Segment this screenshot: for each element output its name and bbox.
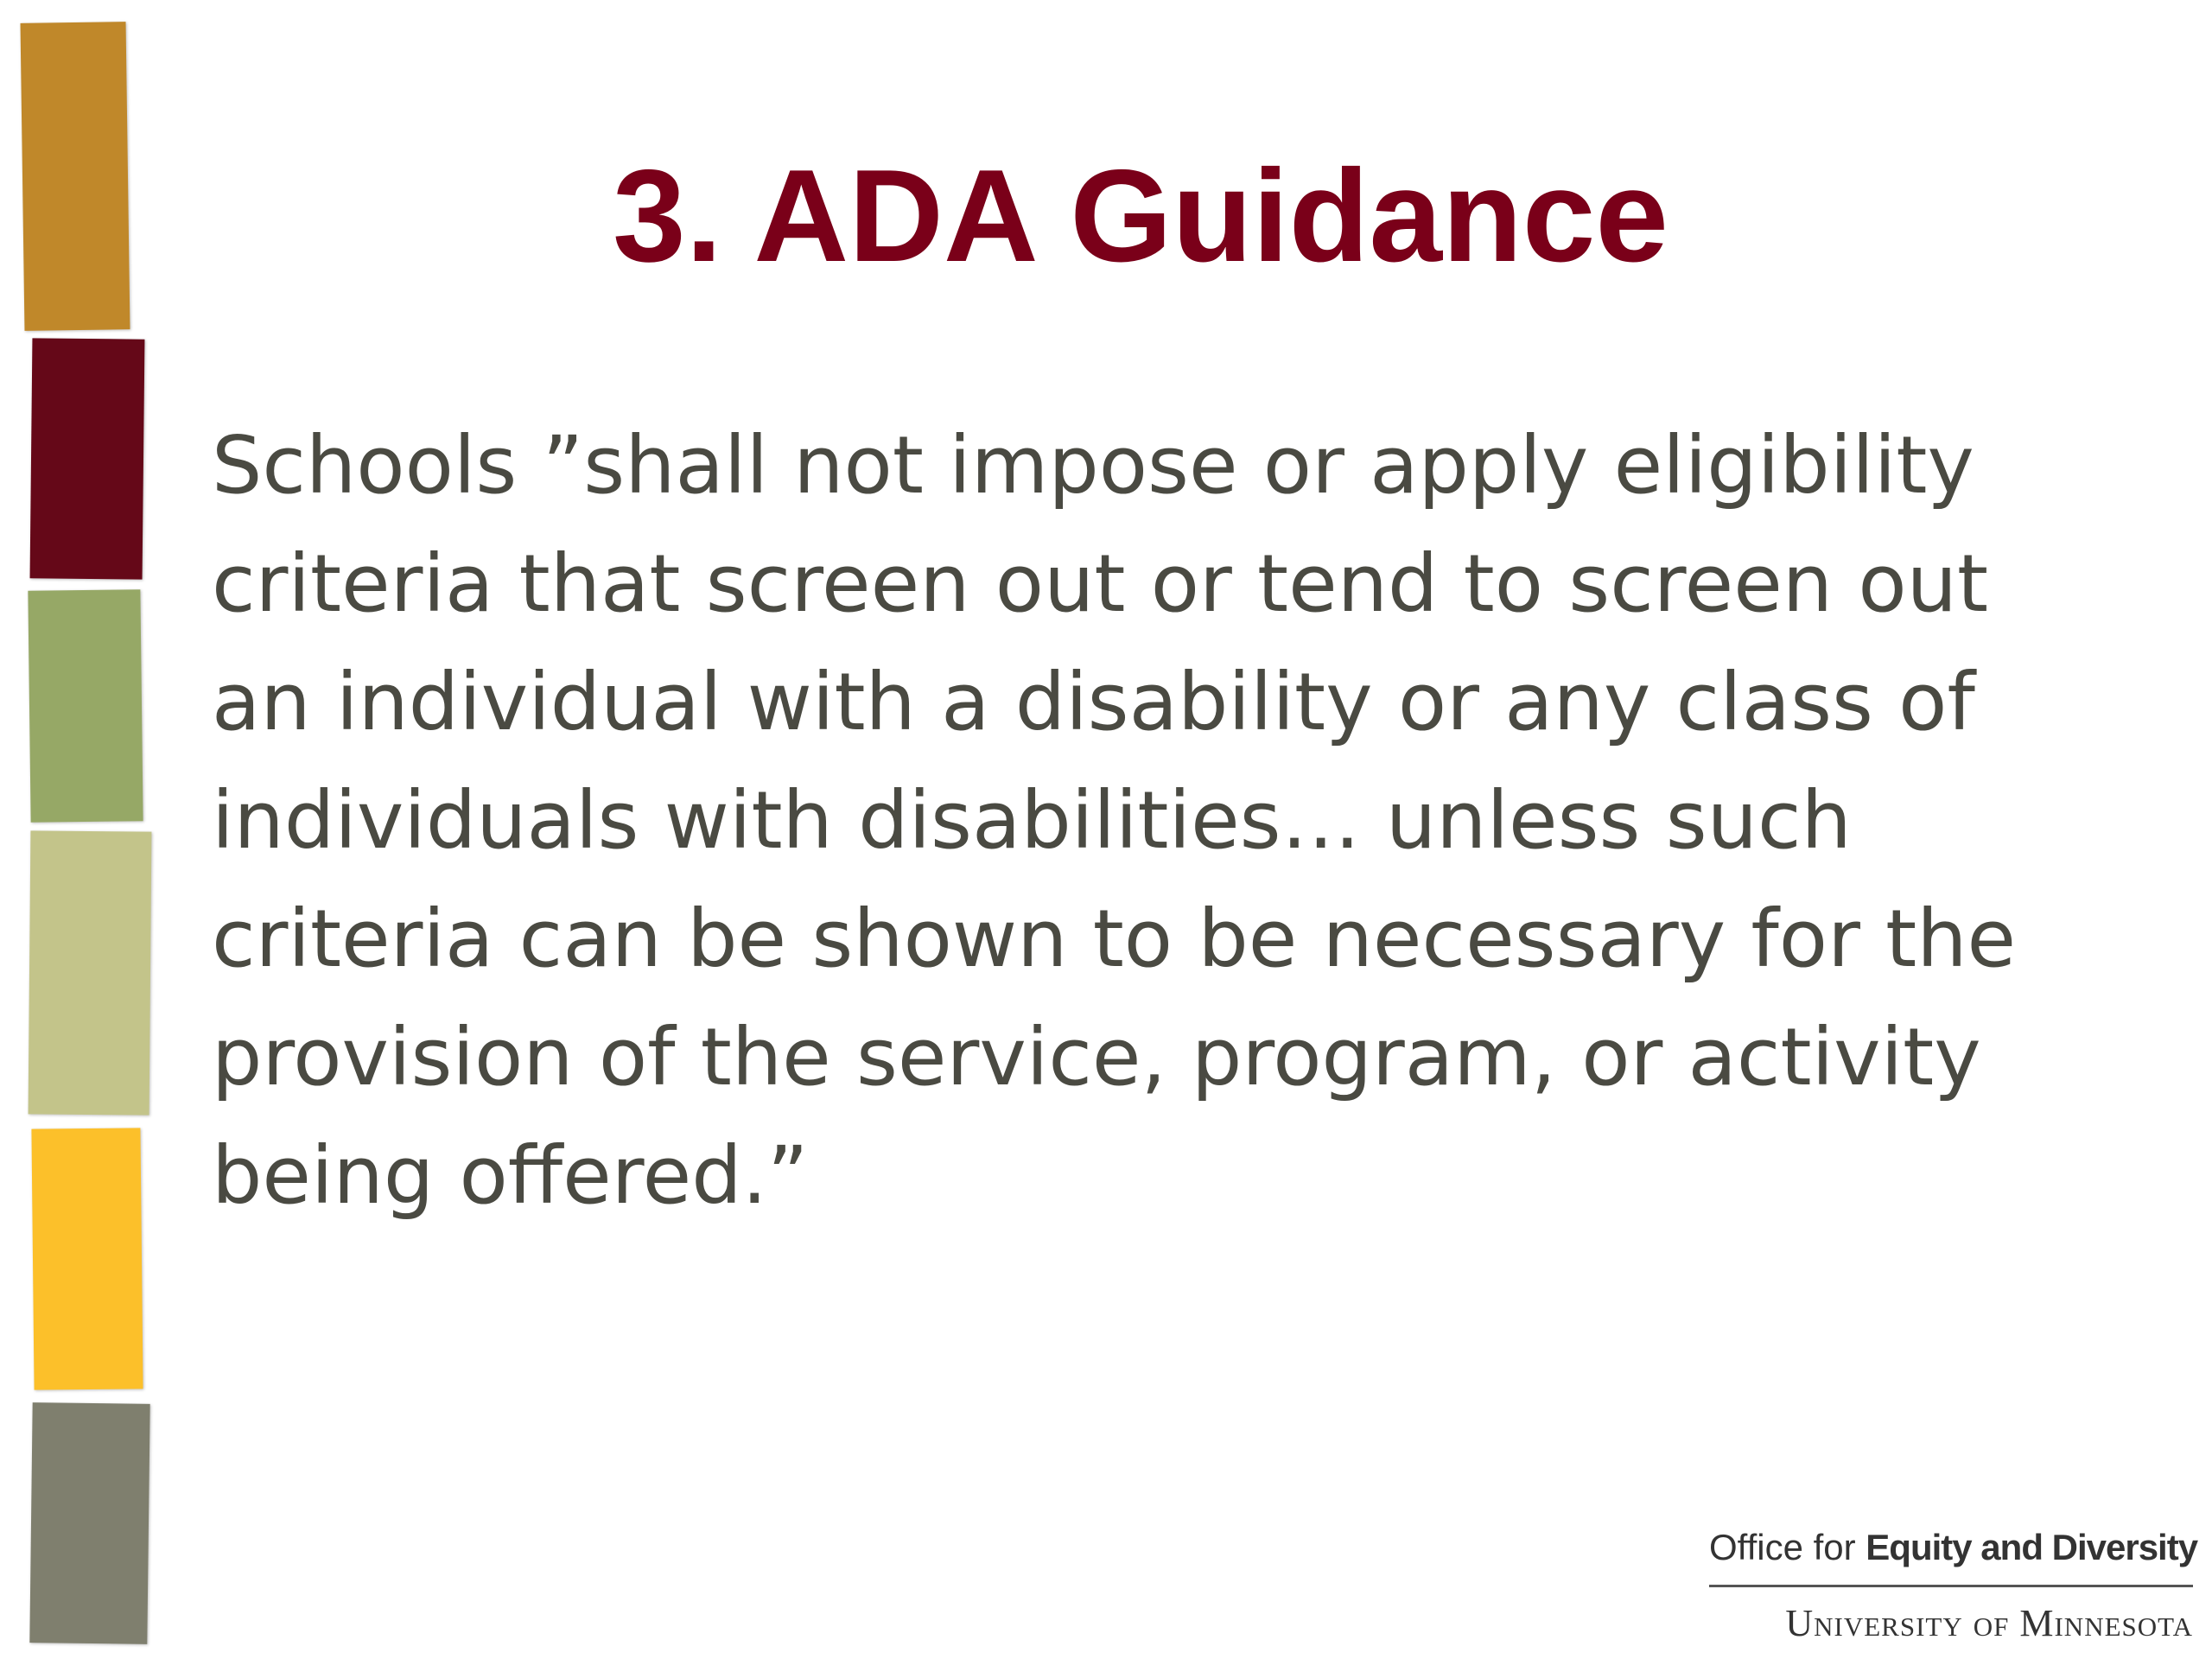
university-name: University of Minnesota: [1785, 1602, 2193, 1644]
slide-body-quote: [212, 406, 2113, 1235]
slide-title: 3. ADA Guidance: [613, 143, 1669, 289]
yellow-block: [31, 1128, 143, 1389]
office-name-strong: Equity and Diversity: [1866, 1527, 2198, 1567]
body-line: individuals with disabilities… unless such: [212, 774, 1852, 867]
office-prefix: Office for: [1709, 1527, 1856, 1567]
body-line: criteria can be shown to be necessary for the: [212, 893, 2017, 985]
office-name: [1709, 1519, 2198, 1576]
green-block: [28, 589, 143, 823]
gray-block: [29, 1402, 149, 1644]
logo-divider: [1709, 1585, 2193, 1587]
olive-light-block: [29, 830, 152, 1115]
body-line: being offered.”: [212, 1129, 809, 1222]
maroon-block: [30, 338, 145, 579]
body-line: criteria that screen out or tend to screen out: [212, 537, 1989, 630]
office-logo: [1709, 1519, 2198, 1648]
body-line: an individual with a disability or any class of: [212, 656, 1975, 748]
body-line: Schools ”shall not impose or apply eligibility: [212, 419, 1974, 512]
body-line: provision of the service, program, or activity: [212, 1011, 1981, 1103]
